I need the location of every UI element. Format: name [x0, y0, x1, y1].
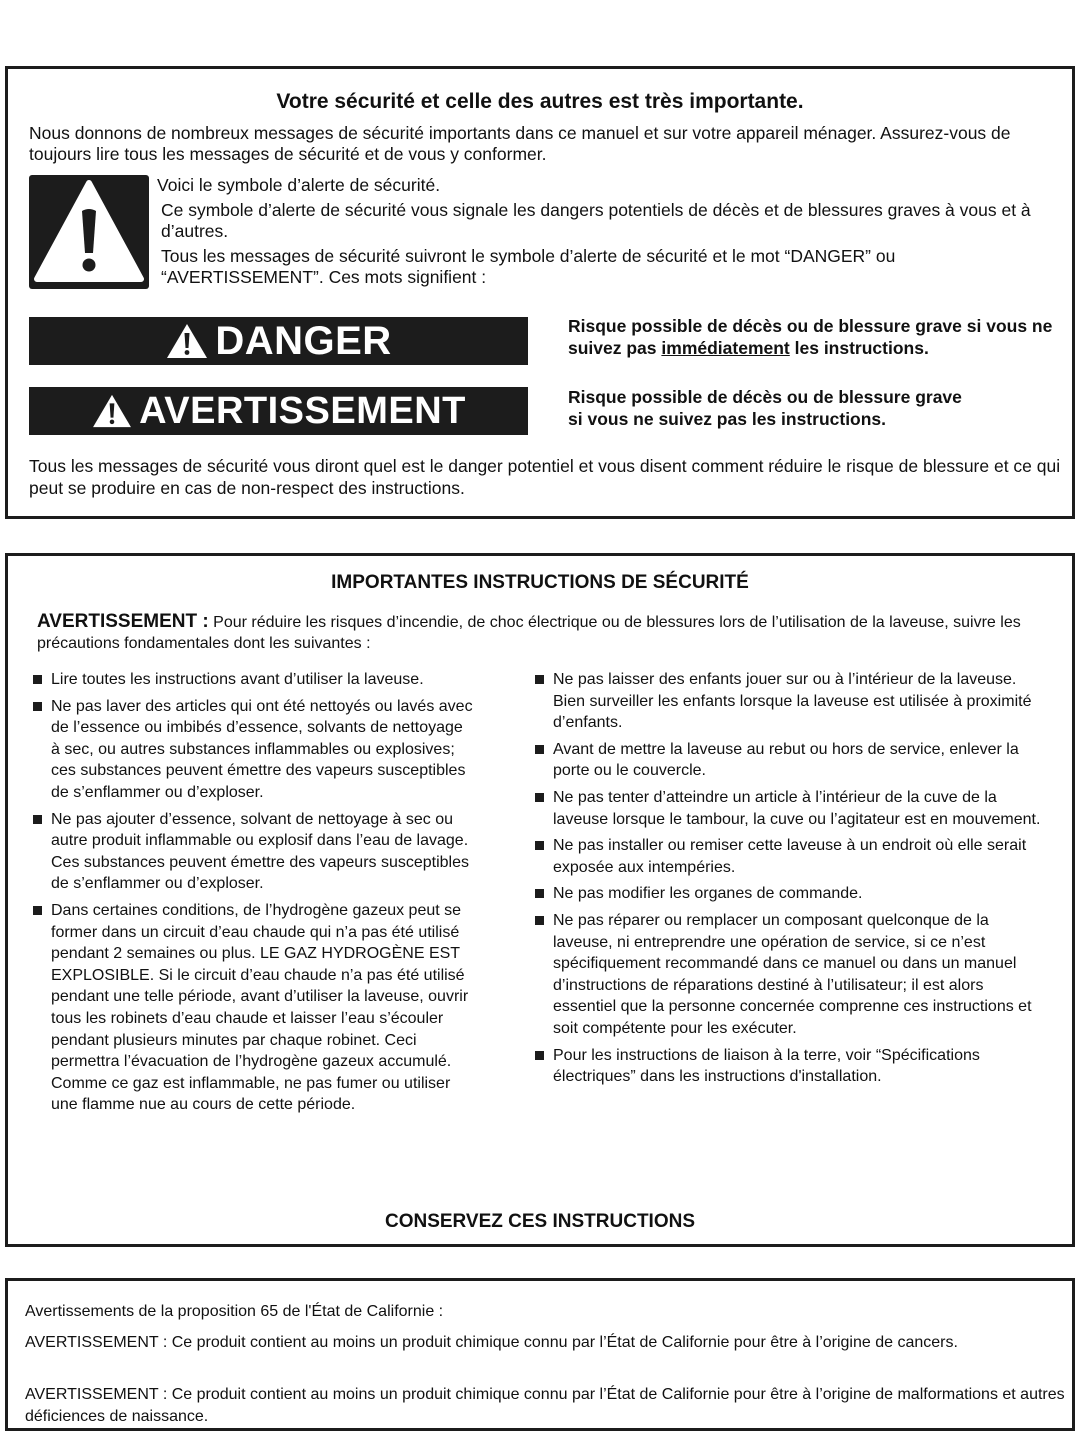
bullet-square-icon — [535, 889, 544, 898]
list-item-text: Dans certaines conditions, de l’hydrogène gazeux peut se former dans un circuit d’eau chaude qui n’a pas été utilisé pendant 2 semaines ou plus. LE GAZ HYDROGÈNE EST EXPLOSIBLE. Si le circuit d’eau chaude n’a pas été utilisé pendant une telle période, avant d’utiliser la laveuse, ouvrir tous les robinets d’eau chaude et laisser l’eau s’écouler pendant plusieurs minutes par chaque robinet. Ceci permettra l’évacuation de l’hydrogène gazeux accumulé. Comme ce gaz est inflammable, ne pas fumer ou utiliser une flamme nue au cours de cette période. — [51, 901, 469, 1114]
list-item — [533, 1045, 1043, 1088]
instructions-left-list — [31, 669, 476, 1121]
symbol-line-1: Voici le symbole d’alerte de sécurité. — [157, 175, 441, 195]
bullet-square-icon — [535, 675, 544, 684]
symbol-line-2: Ce symbole d’alerte de sécurité vous signale les dangers potentiels de décès et de blessures graves à vous et à d’autres. — [161, 200, 1031, 241]
list-item-text: Ne pas modifier les organes de commande. — [553, 885, 863, 903]
list-item-text: Lire toutes les instructions avant d’utiliser la laveuse. — [51, 671, 424, 688]
warning-desc-line-2: si vous ne suivez pas les instructions. — [568, 409, 887, 429]
list-item — [533, 835, 1043, 878]
list-item-text: Ne pas laver des articles qui ont été nettoyés ou lavés avec de l’essence ou imbibés d’essence, solvants de nettoyage à sec, ou autres substances inflammables ou explosives; ces substances peuvent émettre des vapeurs susceptibles de s’enflammer ou d’exploser. — [51, 697, 473, 801]
list-item — [31, 669, 476, 691]
warning-triangle-icon-small — [91, 393, 133, 429]
warning-description — [568, 386, 1068, 430]
danger-desc-emphasis: immédiatement — [661, 338, 790, 358]
list-item — [31, 809, 476, 895]
instructions-warning-label: AVERTISSEMENT : — [37, 611, 209, 632]
bullet-square-icon — [535, 916, 544, 925]
list-item-text: Ne pas installer ou remiser cette laveuse à un endroit où elle serait exposée aux intempéries. — [553, 837, 1027, 876]
list-item-text: Ne pas laisser des enfants jouer sur ou à l’intérieur de la laveuse. Bien surveiller les enfants lorsque la laveuse est utilisée à proximité d’enfants. — [553, 671, 1032, 732]
safety-intro-box — [5, 66, 1075, 519]
instructions-warning — [37, 611, 1037, 654]
warning-triangle-icon — [29, 175, 149, 289]
bullet-square-icon — [535, 1051, 544, 1060]
prop65-box — [5, 1278, 1075, 1431]
danger-triangle-icon — [165, 322, 209, 360]
instructions-warning-text: Pour réduire les risques d’incendie, de choc électrique ou de blessures lors de l’utilisation de la laveuse, suivre les précautions fondamentales dont les suivantes : — [37, 614, 1021, 652]
list-item — [31, 900, 476, 1116]
safety-intro-text: Nous donnons de nombreux messages de sécurité importants dans ce manuel et sur votre appareil ménager. Assurez-vous de toujours lire tous les messages de sécurité et de vous y conformer. — [29, 123, 1011, 164]
instructions-title: IMPORTANTES INSTRUCTIONS DE SÉCURITÉ — [331, 572, 749, 593]
prop65-cancer-warning: AVERTISSEMENT : Ce produit contient au moins un produit chimique connu par l’État de Californie pour être à l’origine de cancers. — [25, 1334, 958, 1351]
list-item-text: Avant de mettre la laveuse au rebut ou hors de service, enlever la porte ou le couvercle. — [553, 740, 1019, 780]
danger-banner — [29, 317, 528, 365]
instructions-box — [5, 553, 1075, 1247]
instructions-right-list — [533, 669, 1043, 1093]
list-item-text: Pour les instructions de liaison à la terre, voir “Spécifications électriques” dans les instructions d'installation. — [553, 1046, 980, 1086]
symbol-explanation — [157, 175, 1062, 292]
bullet-square-icon — [535, 841, 544, 850]
prop65-birth-warning: AVERTISSEMENT : Ce produit contient au moins un produit chimique connu par l’État de Californie pour être à l’origine de malformations et autres déficiences de naissance. — [25, 1386, 1065, 1425]
danger-description — [568, 315, 1068, 359]
warning-desc-line-1: Risque possible de décès ou de blessure grave — [568, 387, 962, 407]
list-item-text: Ne pas réparer ou remplacer un composant quelconque de la laveuse, ni entreprendre une opération de service, si ce n’est spécifiquement recommandé dans ce manuel ou dans un manuel d’instructions de réparations destiné à l’utilisateur; il est alors essentiel que la personne concernée comprenne ces instructions et soit compétente pour les exécuter. — [553, 911, 1032, 1037]
warning-banner — [29, 387, 528, 435]
list-item-text: Ne pas ajouter d’essence, solvant de nettoyage à sec ou autre produit inflammable ou explosif dans l’eau de lavage. Ces substances peuvent émettre des vapeurs susceptibles de s’enflammer ou d’exploser. — [51, 810, 470, 893]
prop65-heading: Avertissements de la proposition 65 de l'État de Californie : — [25, 1303, 444, 1320]
safety-closing-text: Tous les messages de sécurité vous diront quel est le danger potentiel et vous disent comment réduire le risque de blessure et ce qui peut se produire en cas de non-respect des instructions. — [29, 456, 1061, 498]
safety-title: Votre sécurité et celle des autres est très importante. — [276, 90, 804, 113]
danger-desc-pre: Risque possible de décès ou de blessure grave si vous ne suivez pas — [568, 316, 1053, 358]
warning-label: AVERTISSEMENT — [139, 389, 466, 432]
bullet-square-icon — [33, 702, 42, 711]
bullet-square-icon — [33, 815, 42, 824]
symbol-line-3: Tous les messages de sécurité suivront le symbole d’alerte de sécurité et le mot “DANGER” ou “AVERTISSEMENT”. Ces mots signifient : — [161, 246, 896, 287]
list-item — [533, 739, 1043, 782]
bullet-square-icon — [535, 793, 544, 802]
bullet-square-icon — [535, 745, 544, 754]
bullet-square-icon — [33, 675, 42, 684]
danger-desc-post: les instructions. — [789, 338, 929, 358]
list-item — [533, 910, 1043, 1040]
list-item — [533, 787, 1043, 830]
list-item-text: Ne pas tenter d’atteindre un article à l’intérieur de la cuve de la laveuse lorsque le tambour, la cuve ou l’agitateur est en mouvement. — [553, 788, 1041, 828]
instructions-footer: CONSERVEZ CES INSTRUCTIONS — [384, 1211, 696, 1232]
list-item — [31, 696, 476, 804]
list-item — [533, 669, 1043, 734]
list-item — [533, 883, 1043, 905]
bullet-square-icon — [33, 906, 42, 915]
danger-label: DANGER — [215, 318, 392, 363]
